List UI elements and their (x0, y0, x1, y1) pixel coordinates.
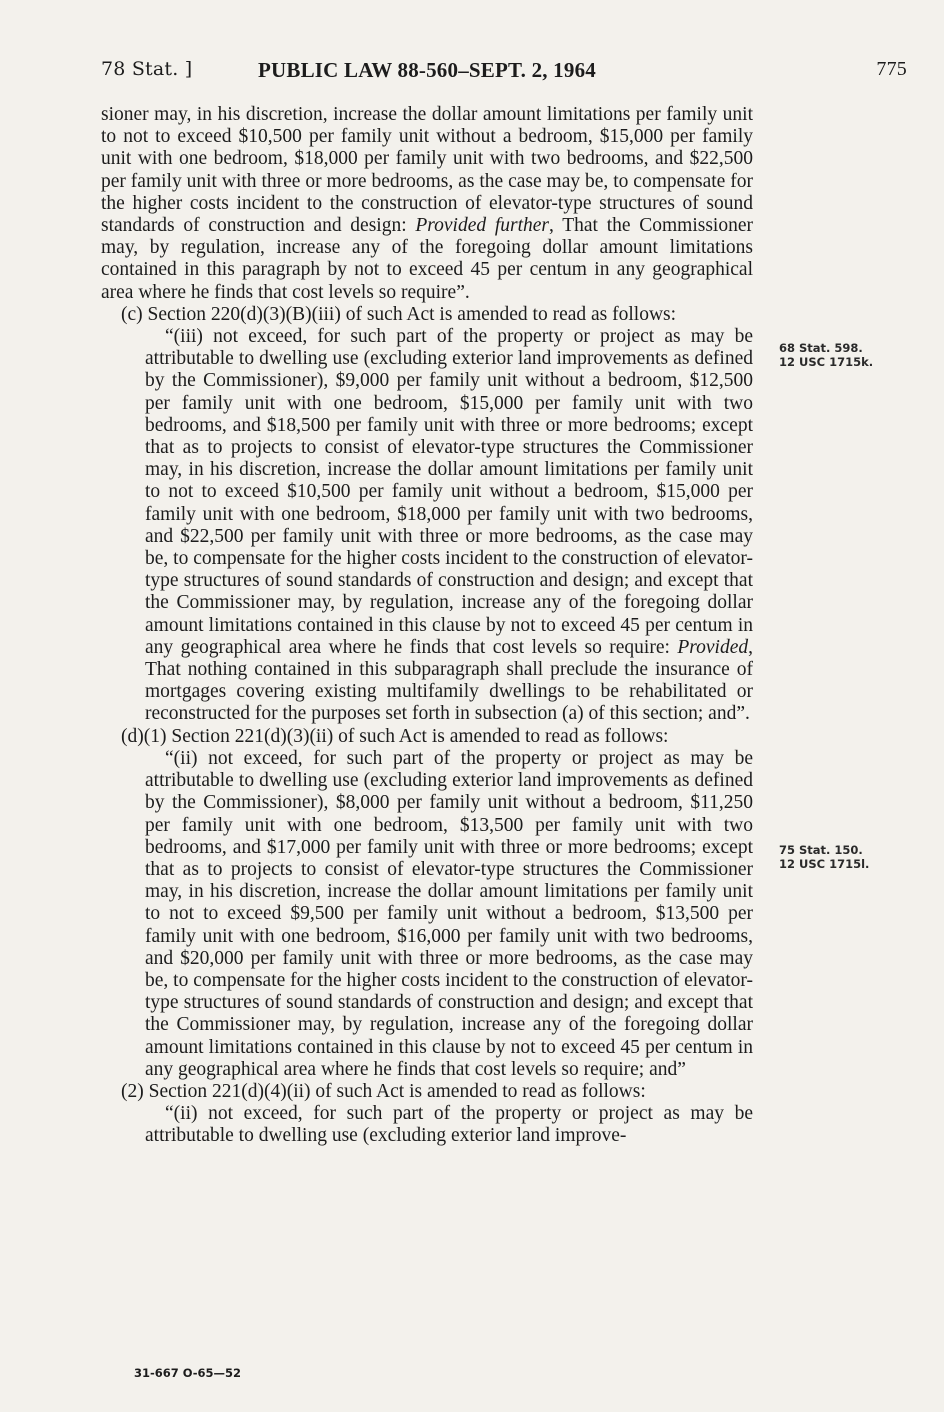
running-header (101, 58, 907, 86)
print-code: 31-667 O-65—52 (134, 1366, 242, 1380)
volume-reference: 78 Stat. ] (101, 58, 193, 80)
margin-citation-1 (779, 341, 899, 369)
quoted-clause-ii-d3: “(ii) not exceed, for such part of the property or project as may be attributable to dwelling use (excluding exterior land improvements as defined by the Commissioner), $8,000 per family unit without a bedroom, $11,250 per family unit with one bedroom, $13,500 per family unit with two bedrooms, and $17,000 per family unit with three or more bedrooms; except that as to projects to consist of elevator-type structures the Commissioner may, in his discretion, increase the dollar amount limitations per family unit to not to exceed $9,500 per family unit without a bedroom, $13,500 per family unit with one bedroom, $16,000 per family unit with two bedrooms, and $20,000 per family unit with three or more bedrooms, as the case may be, to compensate for the higher costs incident to the construction of elevator-type structures of sound standards of construction and design; and except that the Commissioner may, by regulation, increase any of the foregoing dollar amount limitations contained in this clause by not to exceed 45 per centum in any geographical area where he finds that cost levels so require; and” (145, 747, 753, 1080)
margin-citation-stat: 68 Stat. 598. (779, 341, 863, 355)
margin-citation-usc: 12 USC 1715k. (779, 355, 874, 369)
quoted-clause-iii: “(iii) not exceed, for such part of the property or project as may be attributable to dwelling use (excluding exterior land improvements as defined by the Commissioner), $9,000 per family unit without a bedroom, $12,500 per family unit with one bedroom, $15,000 per family unit with two bedrooms, and $18,500 per family unit with three or more bedrooms; except that as to projects to consist of elevator-type structures the Commissioner may, in his discretion, increase the dollar amount limitations per family unit to not to exceed $10,500 per family unit without a bedroom, $15,000 per family unit with one bedroom, $18,000 per family unit with two bedrooms, and $22,500 per family unit with three or more bedrooms, as the case may be, to compensate for the higher costs incident to the construction of elevator-type structures of sound standards of construction and design; and except that the Commissioner may, by regulation, increase any of the foregoing dollar amount limitations contained in this clause by not to exceed 45 per centum in any geographical area where he finds that cost levels so require: Provided, That nothing contained in this subparagraph shall preclude the insurance of mortgages covering existing multifamily dwellings to be rehabilitated or reconstructed for the purposes set forth in subsection (a) of this section; and”. (145, 326, 753, 725)
margin-citation-2 (779, 843, 899, 871)
paragraph-continuation: sioner may, in his discretion, increase the dollar amount limitations per family unit to not to exceed $10,500 per family unit without a bedroom, $15,000 per family unit with one bedroom, $18,000 per family unit with two bedrooms, and $22,500 per family unit with three or more bedrooms, as the case may be, to compensate for the higher costs incident to the construction of elevator-type structures of sound standards of construction and design: Provided further, That the Commissioner may, by regulation, increase any of the foregoing dollar amount limitations contained in this paragraph by not to exceed 45 per centum in any geographical area where he finds that cost levels so require”. (101, 104, 753, 303)
paragraph-section-c: (c) Section 220(d)(3)(B)(iii) of such Act is amended to read as follows: (121, 303, 677, 325)
paragraph-section-d2: (2) Section 221(d)(4)(ii) of such Act is amended to read as follows: (121, 1080, 646, 1102)
paragraph-section-d1: (d)(1) Section 221(d)(3)(ii) of such Act is amended to read as follows: (121, 725, 669, 747)
main-text (101, 104, 753, 1148)
page-number: 775 (876, 58, 907, 80)
quoted-clause-ii-d4: “(ii) not exceed, for such part of the property or project as may be attributable to dwelling use (excluding exterior land improve- (145, 1103, 753, 1147)
margin-citation-stat: 75 Stat. 150. (779, 843, 863, 857)
margin-citation-usc: 12 USC 1715l. (779, 857, 870, 871)
page-title: PUBLIC LAW 88-560–SEPT. 2, 1964 (258, 58, 596, 82)
